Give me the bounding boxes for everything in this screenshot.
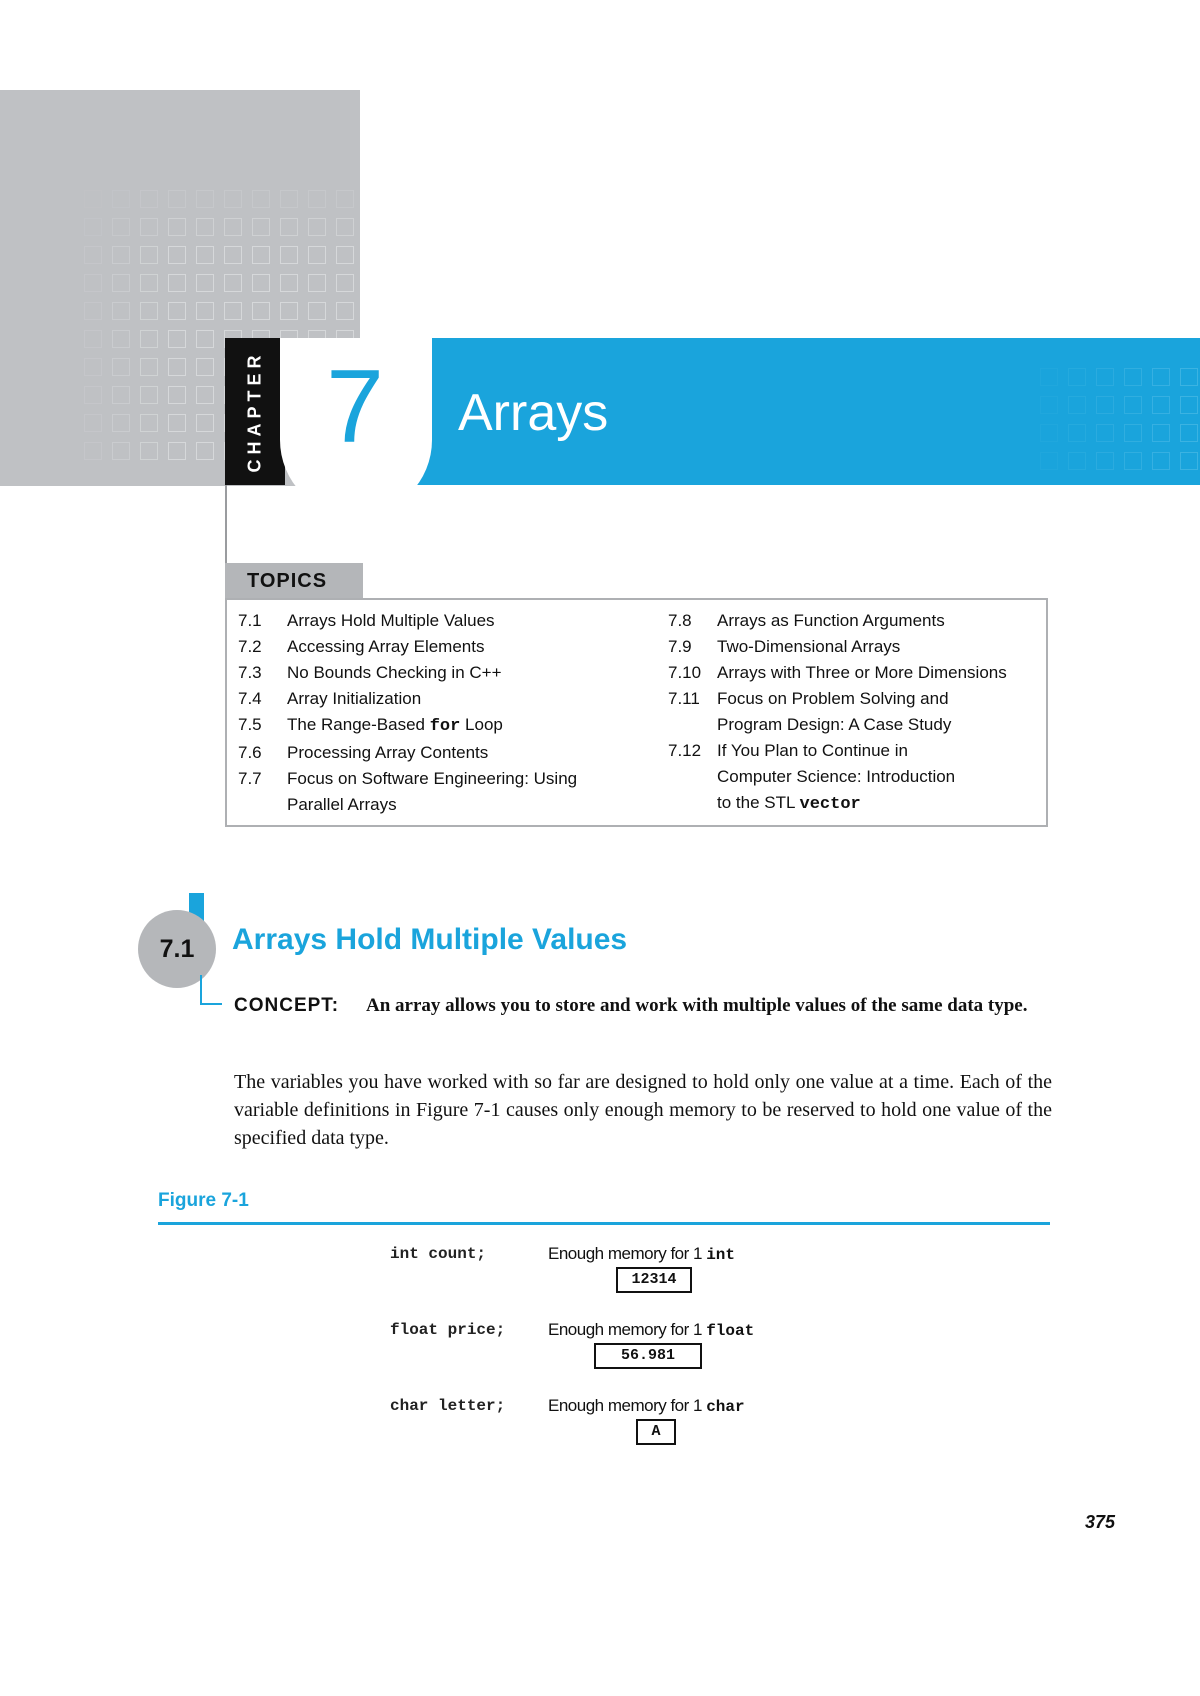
figure-note-text: Enough memory for 1 xyxy=(548,1396,707,1415)
pattern-square xyxy=(1040,424,1058,442)
figure-label: Figure 7-1 xyxy=(158,1190,249,1211)
pattern-square xyxy=(168,302,186,320)
pattern-square xyxy=(140,386,158,404)
topic-title: Arrays as Function Arguments xyxy=(717,611,945,630)
topic-item xyxy=(238,712,638,740)
figure-note-text: Enough memory for 1 xyxy=(548,1320,707,1339)
pattern-square xyxy=(1068,396,1086,414)
topic-item xyxy=(238,608,638,634)
pattern-square xyxy=(168,246,186,264)
topic-title: Parallel Arrays xyxy=(287,795,397,814)
pattern-square xyxy=(140,414,158,432)
pattern-square xyxy=(196,358,214,376)
pattern-square xyxy=(308,218,326,236)
memory-cell: 56.981 xyxy=(594,1343,702,1369)
pattern-square xyxy=(1096,424,1114,442)
pattern-square xyxy=(280,302,298,320)
topic-title: No Bounds Checking in C++ xyxy=(287,663,502,682)
topic-title-text: The Range-Based xyxy=(287,715,430,734)
figure-rule xyxy=(158,1222,1050,1225)
figure-note xyxy=(548,1244,735,1264)
pattern-square xyxy=(140,442,158,460)
pattern-square xyxy=(1068,452,1086,470)
pattern-square xyxy=(112,190,130,208)
topic-item xyxy=(668,634,1046,660)
topic-code-keyword: for xyxy=(429,717,461,736)
pattern-square xyxy=(1096,452,1114,470)
pattern-square xyxy=(1152,368,1170,386)
pattern-square xyxy=(1068,368,1086,386)
topics-left-column xyxy=(238,608,638,818)
pattern-square xyxy=(196,218,214,236)
topic-number: 7.10 xyxy=(668,663,702,682)
pattern-square xyxy=(196,330,214,348)
pattern-square xyxy=(336,218,354,236)
figure-note xyxy=(548,1396,745,1416)
pattern-square xyxy=(168,330,186,348)
pattern-square xyxy=(168,442,186,460)
pattern-square xyxy=(112,218,130,236)
topic-item xyxy=(238,766,638,818)
topic-title-text: Loop xyxy=(460,715,503,734)
figure-note-type: char xyxy=(706,1398,745,1416)
topic-title: Processing Array Contents xyxy=(287,743,489,762)
pattern-square xyxy=(1152,452,1170,470)
topic-number: 7.12 xyxy=(668,741,702,760)
pattern-square xyxy=(1040,368,1058,386)
figure-note xyxy=(548,1320,754,1340)
chapter-title: Arrays xyxy=(458,384,609,442)
topic-title xyxy=(287,712,638,740)
topic-item xyxy=(238,634,638,660)
topic-title: Arrays Hold Multiple Values xyxy=(287,611,495,630)
pattern-square xyxy=(1124,424,1142,442)
pattern-square xyxy=(1180,368,1198,386)
pattern-square xyxy=(224,246,242,264)
pattern-square xyxy=(1096,396,1114,414)
pattern-square xyxy=(84,330,102,348)
pattern-square xyxy=(196,442,214,460)
pattern-square xyxy=(336,302,354,320)
memory-cell: A xyxy=(636,1419,676,1445)
pattern-square xyxy=(1124,452,1142,470)
pattern-square xyxy=(1152,424,1170,442)
pattern-square xyxy=(84,442,102,460)
pattern-square xyxy=(140,246,158,264)
pattern-square xyxy=(140,302,158,320)
topic-title: If You Plan to Continue in xyxy=(717,741,908,760)
pattern-square xyxy=(112,330,130,348)
topic-title: Array Initialization xyxy=(287,689,422,708)
topic-item xyxy=(668,686,1046,738)
pattern-square xyxy=(1180,396,1198,414)
topic-number: 7.9 xyxy=(668,637,692,656)
topic-number: 7.7 xyxy=(238,769,262,788)
topic-item xyxy=(668,608,1046,634)
topic-title: Program Design: A Case Study xyxy=(717,715,952,734)
pattern-square xyxy=(1152,396,1170,414)
topic-number: 7.11 xyxy=(668,689,700,708)
pattern-square xyxy=(196,414,214,432)
pattern-square xyxy=(196,246,214,264)
pattern-square xyxy=(168,190,186,208)
pattern-square xyxy=(84,302,102,320)
topic-number: 7.5 xyxy=(238,715,262,734)
pattern-square xyxy=(280,246,298,264)
section-title: Arrays Hold Multiple Values xyxy=(232,923,628,956)
pattern-square xyxy=(168,218,186,236)
pattern-square xyxy=(112,302,130,320)
topic-title: Focus on Software Engineering: Using xyxy=(287,769,578,788)
pattern-square xyxy=(84,218,102,236)
pattern-square xyxy=(1124,396,1142,414)
chapter-label: CHAPTER xyxy=(244,350,265,473)
topics-header-label: TOPICS xyxy=(247,570,328,592)
pattern-square xyxy=(168,414,186,432)
topic-item xyxy=(238,740,638,766)
pattern-square xyxy=(1180,452,1198,470)
figure-note-text: Enough memory for 1 xyxy=(548,1244,707,1263)
topic-number: 7.8 xyxy=(668,611,692,630)
frame-divider xyxy=(225,485,227,575)
pattern-square xyxy=(168,274,186,292)
pattern-square xyxy=(1040,452,1058,470)
pattern-square xyxy=(252,246,270,264)
pattern-square xyxy=(280,190,298,208)
figure-declaration: char letter; xyxy=(390,1397,506,1415)
topics-header xyxy=(225,563,363,599)
body-paragraph: The variables you have worked with so far are designed to hold only one value at a time. Each of the variable definitions in Figure 7-1 causes only enough memory to be reserved to hold one value of the specified data type. xyxy=(234,1071,1052,1149)
pattern-square xyxy=(196,302,214,320)
topic-title: Accessing Array Elements xyxy=(287,637,485,656)
pattern-square xyxy=(112,246,130,264)
pattern-square xyxy=(168,358,186,376)
pattern-square xyxy=(140,190,158,208)
topic-code-keyword: vector xyxy=(799,795,861,814)
figure-note-type: float xyxy=(706,1322,755,1340)
topic-item xyxy=(238,660,638,686)
pattern-square xyxy=(1068,424,1086,442)
figure-note-type: int xyxy=(706,1246,736,1264)
pattern-square xyxy=(252,218,270,236)
chapter-number: 7 xyxy=(326,349,384,465)
topic-number: 7.6 xyxy=(238,743,262,762)
pattern-square xyxy=(112,274,130,292)
pattern-square xyxy=(280,218,298,236)
topic-title-text: to the STL xyxy=(717,793,800,812)
pattern-square xyxy=(196,274,214,292)
pattern-square xyxy=(308,274,326,292)
memory-cell: 12314 xyxy=(616,1267,692,1293)
topic-title: Two-Dimensional Arrays xyxy=(717,637,901,656)
pattern-square xyxy=(336,246,354,264)
topic-number: 7.3 xyxy=(238,663,262,682)
pattern-square xyxy=(84,358,102,376)
pattern-square xyxy=(1124,368,1142,386)
section-bracket xyxy=(200,975,222,1005)
pattern-square xyxy=(112,358,130,376)
topic-item xyxy=(668,660,1046,686)
figure-declaration: int count; xyxy=(390,1245,487,1263)
pattern-square xyxy=(308,190,326,208)
pattern-square xyxy=(252,190,270,208)
page-number: 375 xyxy=(1085,1512,1116,1532)
concept-label: CONCEPT: xyxy=(234,995,340,1016)
pattern-square xyxy=(140,358,158,376)
topic-item xyxy=(238,686,638,712)
pattern-square xyxy=(112,442,130,460)
pattern-square xyxy=(112,386,130,404)
concept-text: An array allows you to store and work with multiple values of the same data type. xyxy=(366,995,1028,1016)
pattern-square xyxy=(1180,424,1198,442)
pattern-square xyxy=(224,274,242,292)
pattern-square xyxy=(140,218,158,236)
pattern-square xyxy=(84,386,102,404)
pattern-square xyxy=(84,190,102,208)
pattern-square xyxy=(252,274,270,292)
pattern-square xyxy=(196,190,214,208)
pattern-square xyxy=(224,190,242,208)
topic-number: 7.1 xyxy=(238,611,262,630)
figure-declaration: float price; xyxy=(390,1321,506,1339)
topic-title: Arrays with Three or More Dimensions xyxy=(717,663,1007,682)
topic-item xyxy=(668,738,1046,818)
pattern-square xyxy=(84,246,102,264)
topic-number: 7.2 xyxy=(238,637,262,656)
pattern-square xyxy=(308,246,326,264)
pattern-square xyxy=(168,386,186,404)
topic-title: Focus on Problem Solving and xyxy=(717,689,949,708)
topic-number: 7.4 xyxy=(238,689,262,708)
pattern-square xyxy=(112,414,130,432)
pattern-square xyxy=(1040,396,1058,414)
pattern-square xyxy=(84,414,102,432)
pattern-square xyxy=(308,302,326,320)
pattern-square xyxy=(140,274,158,292)
section-number: 7.1 xyxy=(159,935,195,963)
topics-right-column xyxy=(668,608,1046,818)
pattern-square xyxy=(280,274,298,292)
pattern-square xyxy=(140,330,158,348)
pattern-square xyxy=(336,274,354,292)
pattern-square xyxy=(224,218,242,236)
pattern-square xyxy=(84,274,102,292)
pattern-square xyxy=(336,190,354,208)
topic-title: Computer Science: Introduction xyxy=(717,767,956,786)
pattern-square xyxy=(224,302,242,320)
pattern-square xyxy=(1096,368,1114,386)
pattern-square xyxy=(252,302,270,320)
pattern-square xyxy=(196,386,214,404)
